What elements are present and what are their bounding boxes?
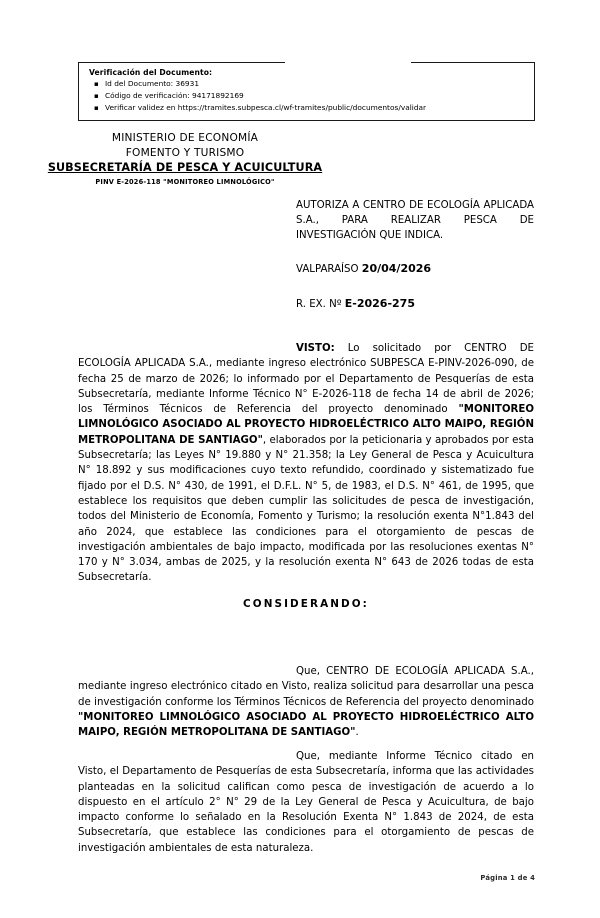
considerando-heading: CONSIDERANDO: (243, 598, 369, 610)
subsecretaria-title: SUBSECRETARÍA DE PESCA Y ACUICULTURA (47, 161, 323, 175)
visto-project-title: "MONITOREO LIMNOLÓGICO ASOCIADO AL PROYECTO HIDROELÉCTRICO ALTO MAIPO, REGIÓN METROPOLITANA DE SANTIAGO" (78, 404, 534, 446)
considerando-section-2 (78, 749, 534, 856)
place-date-line (296, 261, 431, 278)
document-date: 20/04/2026 (361, 262, 432, 275)
resolution-number-line (296, 296, 415, 313)
bullet-icon: ▪ (94, 91, 99, 100)
verification-item-text: Id del Documento: 36931 (105, 79, 200, 89)
verification-item-code (94, 90, 528, 102)
verification-item-text: Verificar validez en https://tramites.subpesca.cl/wf-tramites/public/documentos/validar (105, 103, 427, 113)
verification-box (78, 62, 535, 121)
verification-item-document-id (94, 78, 528, 90)
considerando-paragraph-2: Que, mediante Informe Técnico citado en Visto, el Departamento de Pesquerías de esta Subsecretaría, informa que las actividades planteadas en la solicitud califican como pesca de investigación de acuerdo a lo dispuesto en el artículo 2° N° 29 de la Ley General de Pesca y Acuicultura, de bajo impacto conforme lo señalado en la Resolución Exenta N° 1.843 de 2024, de esta Subsecretaría, que establece las condiciones para el otorgamiento de pescas de investigación ambientales de esta naturaleza. (78, 751, 534, 854)
place-name: VALPARAÍSO (296, 264, 359, 275)
ministry-line-2: FOMENTO Y TURISMO (125, 146, 245, 159)
visto-text-part-1: Lo solicitado por CENTRO DE ECOLOGÍA APLICADA S.A., mediante ingreso electrónico SUBPESCA E-PINV-2026-090, de fecha 25 de marzo de 2026; lo informado por el Departamento de Pesquerías de esta Subsecretaría, mediante Informe Técnico N° E-2026-118 de fecha 14 de abril de 2026; los Términos Técnicos de Referencia del proyecto denominado (78, 343, 534, 416)
considerando-1-text-part-2: . (355, 727, 359, 739)
considerando-paragraph-1 (78, 664, 534, 740)
resolution-number: E-2026-275 (344, 297, 415, 310)
visto-paragraph (78, 341, 534, 586)
verification-box-notch (285, 60, 411, 64)
verification-list (87, 78, 528, 114)
visto-section (78, 341, 534, 586)
project-code-line: PINV E-2026-118 "MONITOREO LIMNOLÓGICO" (95, 178, 275, 187)
considerando-1-text-part-1: Que, CENTRO DE ECOLOGÍA APLICADA S.A., mediante ingreso electrónico citado en Visto, realiza solicitud para desarrollar una pesca de investigación conforme los Términos Técnicos de Referencia del proyecto denominado (78, 666, 534, 708)
visto-text-part-2: , elaborados por la peticionaria y aprobados por esta Subsecretaría; las Leyes N° 19.880 y N° 21.358; la Ley General de Pesca y Acuicultura N° 18.892 y sus modificaciones cuyo texto refundido, coordinado y sistematizado fue fijado por el D.S. N° 430, de 1991, el D.F.L. N° 5, de 1983, el D.S. N° 461, de 1995, que establece los requisitos que deben cumplir las solicitudes de pesca de investigación, todos del Ministerio de Economía, Fomento y Turismo; la resolución exenta N°1.843 del año 2024, que establece las condiciones para el otorgamiento de pescas de investigación ambientales de bajo impacto, modificada por las resoluciones exentas N° 170 y N° 3.034, ambas de 2025, y la resolución exenta N° 643 de 2026 todas de esta Subsecretaría. (78, 434, 534, 584)
considerando-1-project-title: "MONITOREO LIMNOLÓGICO ASOCIADO AL PROYECTO HIDROELÉCTRICO ALTO MAIPO, REGIÓN METROPOLITANA DE SANTIAGO" (78, 711, 534, 739)
ministry-line-1: MINISTERIO DE ECONOMÍA (111, 132, 259, 144)
bullet-icon: ▪ (94, 79, 99, 88)
bullet-icon: ▪ (94, 103, 99, 112)
authorization-summary: AUTORIZA A CENTRO DE ECOLOGÍA APLICADA S.A., PARA REALIZAR PESCA DE INVESTIGACIÓN QUE INDICA. (296, 200, 534, 242)
considerando-section-1 (78, 664, 534, 740)
page-footer: Página 1 de 4 (480, 874, 535, 882)
ministry-header (40, 131, 330, 188)
verification-title: Verificación del Documento: (89, 68, 213, 77)
verification-item-url (94, 102, 528, 114)
resolution-prefix: R. EX. Nº (296, 299, 342, 310)
visto-label: VISTO: (296, 343, 335, 354)
verification-item-text: Código de verificación: 94171892169 (105, 91, 244, 101)
